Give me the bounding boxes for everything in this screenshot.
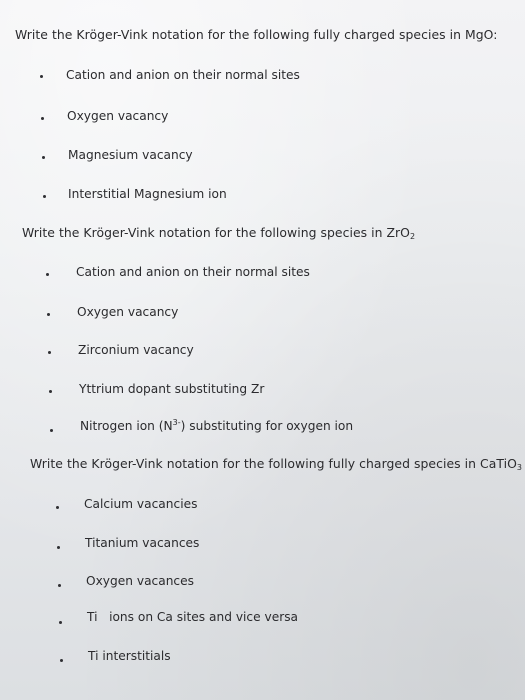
list-item: Cation and anion on their normal sites [76,265,310,279]
list-item: Titanium vacances [85,536,200,550]
bullet [48,351,51,354]
list-item: Oxygen vacances [86,574,194,588]
list-item: Magnesium vacancy [68,148,193,162]
bullet [43,195,46,198]
subscript: 3 [516,463,523,472]
bullet [59,621,62,624]
bullet [42,156,45,159]
list-item: Yttrium dopant substituting Zr [79,382,265,396]
bullet [46,273,49,276]
list-item: Oxygen vacancy [77,305,179,319]
bullet [47,313,50,316]
list-item: Oxygen vacancy [67,109,169,123]
bullet [50,429,53,432]
superscript-charge: 3- [172,418,181,427]
list-item: Cation and anion on their normal sites [66,68,300,82]
question-mgo-text: Write the Kröger-Vink notation for the following fully charged species in MgO: [15,27,498,42]
bullet [41,117,44,120]
question-zro2-text: Write the Kröger-Vink notation for the following species in ZrO [22,225,410,240]
list-item: Ti interstitials [88,649,171,663]
list-item: Zirconium vacancy [78,343,194,357]
list-item: Calcium vacancies [84,497,198,511]
bullet [60,659,63,662]
bullet [58,584,61,587]
question-mgo [15,27,497,42]
bullet [56,506,59,509]
list-item-nitrogen [80,419,353,433]
nitrogen-text-prefix: Nitrogen ion (N [80,419,173,433]
question-catio3 [30,456,522,471]
bullet [57,546,60,549]
bullet [49,390,52,393]
subscript: 2 [409,232,416,241]
list-item: Ti ions on Ca sites and vice versa [87,610,299,624]
nitrogen-text-suffix: ) substituting for oxygen ion [180,419,354,433]
bullet [40,75,43,78]
question-catio3-text: Write the Kröger-Vink notation for the following fully charged species in CaTiO [30,456,517,471]
question-zro2 [22,225,415,240]
list-item: Interstitial Magnesium ion [68,187,227,201]
